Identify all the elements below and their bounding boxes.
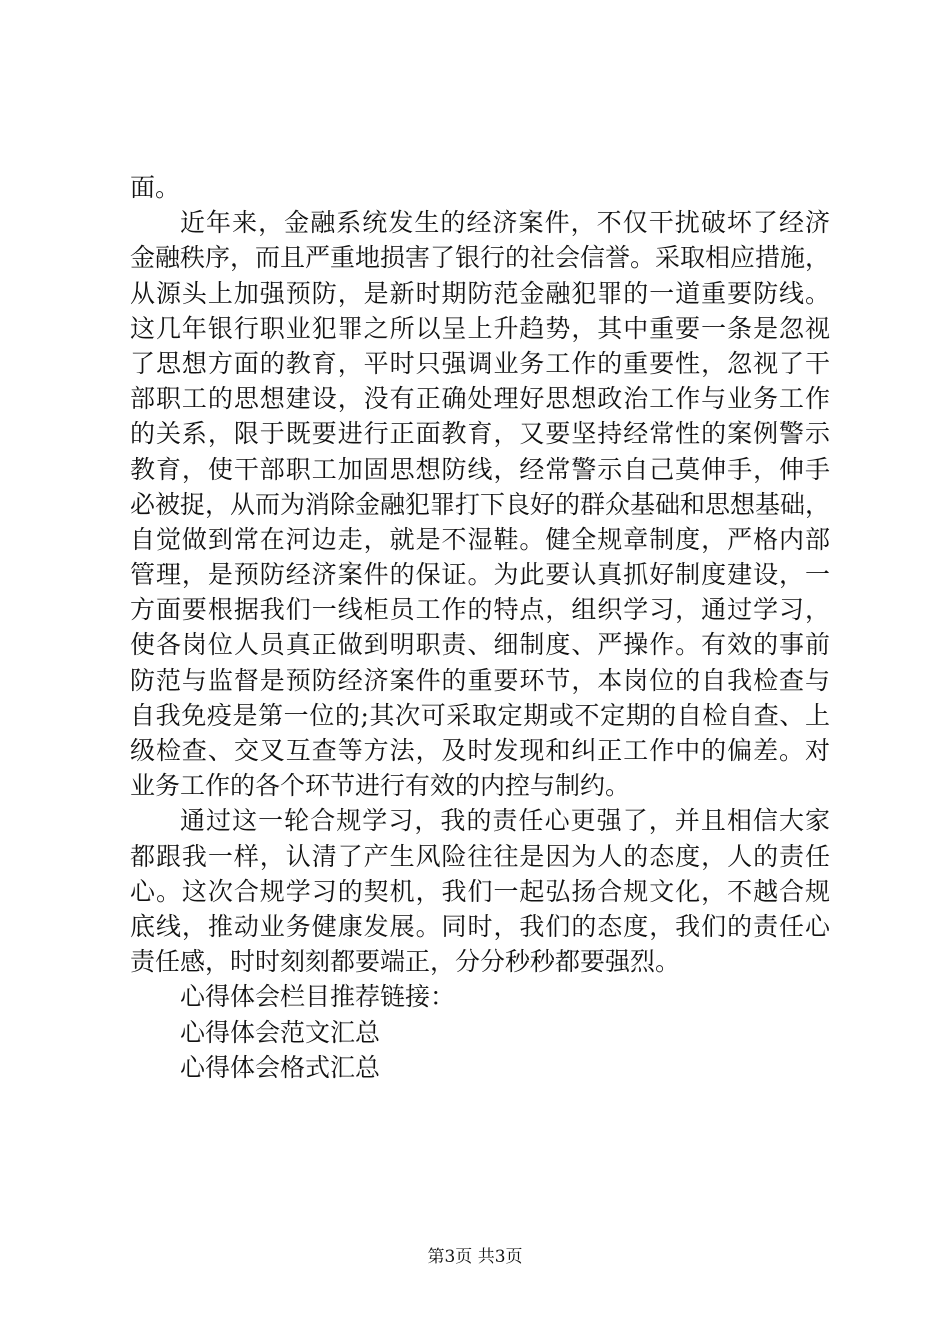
text-line: 面。 xyxy=(130,173,181,202)
text-line: 必被捉，从而为消除金融犯罪打下良好的群众基础和思想基础， xyxy=(130,489,830,519)
text-line: 业务工作的各个环节进行有效的内控与制约。 xyxy=(130,771,631,801)
text-line: 金融秩序，而且严重地损害了银行的社会信誉。采取相应措施， xyxy=(130,243,830,273)
text-line: 管理，是预防经济案件的保证。为此要认真抓好制度建设，一 xyxy=(130,560,830,590)
text-line: 级检查、交叉互查等方法，及时发现和纠正工作中的偏差。对 xyxy=(130,736,830,765)
text-line: 方面要根据我们一线柜员工作的特点，组织学习，通过学习， xyxy=(130,595,830,625)
text-line: 心。这次合规学习的契机，我们一起弘扬合规文化，不越合规 xyxy=(130,876,830,906)
text-line: 自觉做到常在河边走，就是不湿鞋。健全规章制度，严格内部 xyxy=(130,524,830,554)
text-line: 教育，使干部职工加固思想防线，经常警示自己莫伸手，伸手 xyxy=(130,454,830,484)
body-text xyxy=(130,170,830,1085)
text-line: 了思想方面的教育，平时只强调业务工作的重要性，忽视了干 xyxy=(130,348,830,378)
page-footer: 第3页 共3页 xyxy=(427,1247,523,1267)
text-line: 这几年银行职业犯罪之所以呈上升趋势，其中重要一条是忽视 xyxy=(130,313,830,343)
text-line: 近年来，金融系统发生的经济案件，不仅干扰破坏了经济 xyxy=(180,208,830,238)
text-line: 使各岗位人员真正做到明职责、细制度、严操作。有效的事前 xyxy=(130,630,830,660)
text-line: 部职工的思想建设，没有正确处理好思想政治工作与业务工作 xyxy=(130,384,830,414)
text-line: 都跟我一样，认清了产生风险往往是因为人的态度，人的责任 xyxy=(130,841,830,871)
text-line: 从源头上加强预防，是新时期防范金融犯罪的一道重要防线。 xyxy=(130,278,830,308)
text-line: 通过这一轮合规学习，我的责任心更强了，并且相信大家 xyxy=(180,806,830,836)
text-line: 责任感，时时刻刻都要端正，分分秒秒都要强烈。 xyxy=(130,947,681,977)
text-line: 心得体会栏目推荐链接： xyxy=(180,982,456,1012)
text-line: 底线，推动业务健康发展。同时，我们的态度，我们的责任心 xyxy=(130,911,830,941)
text-line: 自我免疫是第一位的;其次可采取定期或不定期的自检自查、上 xyxy=(130,700,830,730)
text-line: 心得体会格式汇总 xyxy=(180,1052,381,1082)
text-line: 心得体会范文汇总 xyxy=(180,1017,381,1047)
text-line: 的关系，限于既要进行正面教育，又要坚持经常性的案例警示 xyxy=(130,419,830,449)
text-line: 防范与监督是预防经济案件的重要环节，本岗位的自我检查与 xyxy=(130,665,830,695)
